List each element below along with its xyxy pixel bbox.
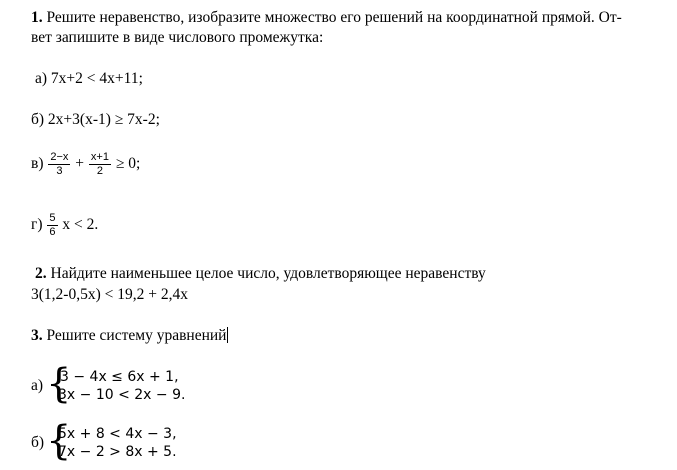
fraction-3-numerator: 5 xyxy=(49,212,56,224)
left-brace-icon: { xyxy=(46,418,72,464)
task2-number: 2. xyxy=(35,265,47,282)
system-a-equation-1: 3 − 4x ≤ 6x + 1, xyxy=(60,369,179,385)
fraction-2-numerator: x+1 xyxy=(90,151,109,163)
fraction-1-numerator: 2−x xyxy=(50,151,69,163)
system-a-equation-2: 3x − 10 < 2x − 9. xyxy=(58,387,186,403)
task1-text-line2: вет запишите в виде числового промежутка: xyxy=(31,29,324,46)
task1-item-b: б) 2х+3(х-1) ≥ 7х-2; xyxy=(31,111,160,128)
text-cursor xyxy=(227,327,228,343)
task2-text: Найдите наименьшее целое число, удовлетворяющее неравенству xyxy=(50,265,486,282)
fraction-3 xyxy=(47,212,57,239)
task2-expression: 3(1,2-0,5х) < 19,2 + 2,4х xyxy=(31,286,188,303)
task3-number: 3. xyxy=(31,327,43,344)
system-b-equation-1: 5x + 8 < 4x − 3, xyxy=(58,426,177,442)
task1-number: 1. xyxy=(31,9,43,26)
item-v-label: в) xyxy=(31,155,44,173)
task3-item-a-label: а) xyxy=(31,377,44,394)
left-brace-icon: { xyxy=(46,361,72,407)
item-v-tail: ≥ 0; xyxy=(115,155,141,173)
task2-heading xyxy=(35,264,486,284)
fraction-1 xyxy=(48,151,70,178)
task1-item-v xyxy=(31,151,140,178)
plus-sign: + xyxy=(75,155,85,173)
item-g-tail: x < 2. xyxy=(62,216,99,234)
task1-text-line1: Решите неравенство, изобразите множество его решений на координатной прямой. От- xyxy=(46,9,622,26)
task1-item-a: а) 7х+2 < 4х+11; xyxy=(35,70,143,87)
task1-item-g xyxy=(31,212,98,239)
fraction-1-denominator: 3 xyxy=(56,165,63,177)
fraction-2-denominator: 2 xyxy=(96,165,103,177)
task3-heading xyxy=(31,326,228,346)
item-g-label: г) xyxy=(31,216,43,234)
system-a xyxy=(46,361,246,407)
fraction-2 xyxy=(89,151,111,178)
system-b-equation-2: 7x − 2 > 8x + 5. xyxy=(58,444,177,460)
system-b xyxy=(46,418,246,464)
fraction-3-denominator: 6 xyxy=(49,226,56,238)
task1-heading xyxy=(31,8,622,28)
task3-text: Решите систему уравнений xyxy=(46,327,227,344)
task3-item-b-label: б) xyxy=(31,434,45,451)
